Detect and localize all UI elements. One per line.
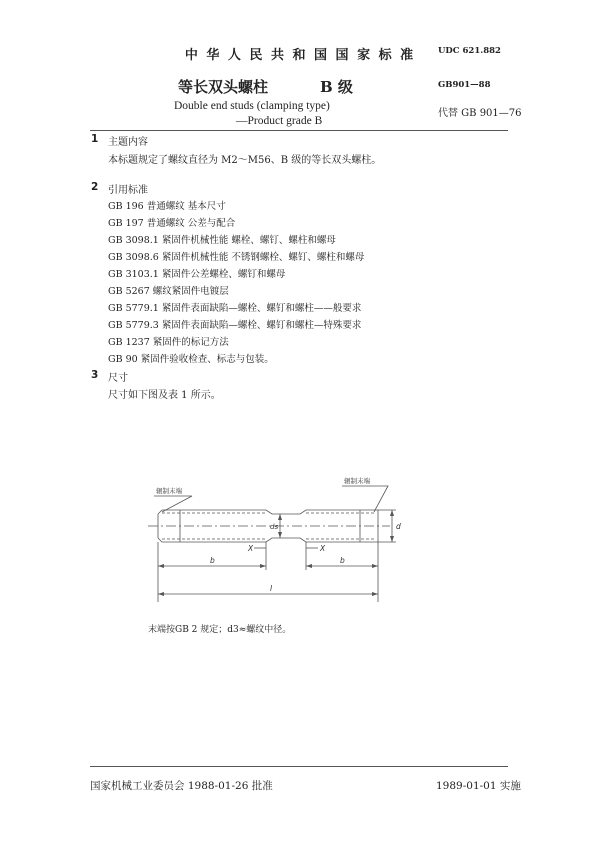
arrow-head [390,536,394,542]
section-heading: 主题内容 [108,137,148,148]
end-label-right: 辗制末端 [344,477,370,485]
reference-item: GB 5779.1 紧固件表面缺陷—螺栓、螺钉和螺柱——般要求 [108,303,362,314]
arrow-head [372,592,378,596]
section-heading: 尺寸 [108,373,128,384]
x-label-right: X [320,544,326,553]
approval-info: 国家机械工业委员会 1988-01-26 批准 [90,780,273,792]
d-label: d [396,522,401,531]
arrow-head [158,592,164,596]
section-number: 2 [91,181,99,193]
section-body: 尺寸如下图及表 1 所示。 [108,390,221,401]
footer-divider [90,766,508,767]
arrow-head [306,564,312,568]
standard-number: GB901—88 [438,80,491,90]
ds-label: ds [270,523,279,531]
english-title-line-2: —Product grade B [236,115,323,127]
l-label: l [270,584,273,593]
udc-code: UDC 621.882 [438,46,501,56]
end-label-left: 辗制末端 [156,487,182,495]
effective-date: 1989-01-01 实施 [436,780,521,792]
reference-item: GB 5267 螺纹紧固件电镀层 [108,286,229,297]
product-grade: B 级 [320,78,353,96]
replaces-standard: 代替 GB 901—76 [438,108,522,119]
reference-item: GB 3098.1 紧固件机械性能 螺栓、螺钉、螺柱和螺母 [108,235,336,246]
arrow-head [278,532,282,538]
section-body: 本标题规定了螺纹直径为 M2～M56、B 级的等长双头螺柱。 [108,155,382,166]
reference-item: GB 3098.6 紧固件机械性能 不锈钢螺栓、螺钉、螺柱和螺母 [108,252,365,263]
arrow-head [158,564,164,568]
reference-item: GB 90 紧固件验收检查、标志与包装。 [108,354,274,365]
arrow-head [260,564,266,568]
reference-item: GB 5779.3 紧固件表面缺陷—螺栓、螺钉和螺柱—特殊要求 [108,320,362,331]
arrow-head [278,514,282,520]
b-label-left: b [210,556,215,565]
arrow-head [372,564,378,568]
reference-item: GB 1237 紧固件的标记方法 [108,337,229,348]
reference-item: GB 197 普通螺纹 公差与配合 [108,218,236,229]
section-number: 1 [91,133,99,145]
end-leader-right [342,486,388,512]
standard-header-title: 中 华 人 民 共 和 国 国 家 标 准 [184,48,416,63]
x-label-left: X [248,544,254,553]
reference-item: GB 196 普通螺纹 基本尺寸 [108,201,226,212]
stud-drawing [120,470,420,610]
arrow-head [390,510,394,516]
document-title: 等长双头螺柱 [178,78,269,96]
english-title-line-1: Double end studs (clamping type) [174,100,330,112]
figure-caption: 末端按GB 2 规定；d3≈螺纹中径。 [148,625,292,635]
section-heading: 引用标准 [108,185,148,196]
section-number: 3 [91,369,99,381]
header-divider [90,130,508,131]
b-label-right: b [340,556,345,565]
reference-item: GB 3103.1 紧固件公差螺栓、螺钉和螺母 [108,269,286,280]
